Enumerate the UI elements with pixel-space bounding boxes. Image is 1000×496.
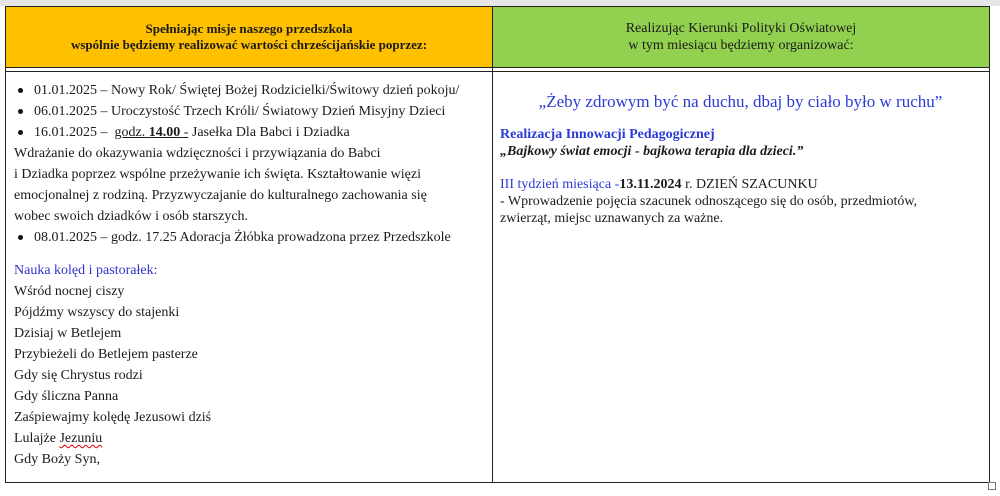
motto-text: „Żeby zdrowym być na duchu, dbaj by ciało było w ruchu” (538, 92, 943, 111)
innovation-subtitle: „Bajkowy świat emocji - bajkowa terapia dla dzieci.” (500, 144, 804, 159)
event-time: godz. 14.00 - (114, 125, 189, 140)
carol-item: Gdy Boży Syn, (14, 452, 100, 467)
carol-item: Gdy się Chrystus rodzi (14, 368, 143, 383)
events-cell (6, 72, 493, 483)
header-cell-policy (493, 7, 990, 68)
carol-item: Przybieżeli do Betlejem pasterze (14, 347, 198, 362)
header-policy-line2: w tym miesiącu będziemy organizować: (628, 38, 854, 53)
carol-item: Lulajże Jezuniu (14, 431, 103, 446)
carol-item: Zaśpiewajmy kolędę Jezusowi dziś (14, 410, 212, 425)
week-suffix: r. DZIEŃ SZACUNKU (685, 177, 818, 192)
carol-item: Wśród nocnej ciszy (14, 284, 125, 299)
event-description: Wdrażanie do okazywania wdzięczności i przywiązania do Babci i Dziadka poprzez wspólne przeżywanie ich święta. Kształtowanie więzi emocjonalnej z rodziną. Przyzwyczajanie do kulturalnego zachowania się wobec swoich dziadków i osób starszych. (14, 146, 427, 224)
carols-heading: Nauka kolęd i pastorałek: (14, 263, 158, 278)
header-mission-line1: Spełniając misje naszego przedszkola (145, 21, 353, 36)
events-list-continued (14, 227, 486, 248)
table-resize-handle[interactable] (988, 482, 996, 490)
week-line (500, 176, 981, 193)
header-cell-mission (6, 7, 493, 68)
event-item: 08.01.2025 – godz. 17.25 Adoracja Żłóbka prowadzona przez Przedszkole (34, 227, 486, 248)
carols-list (14, 281, 486, 470)
event-item: 01.01.2025 – Nowy Rok/ Świętej Bożej Rodzicielki/Świtowy dzień pokoju/ (34, 80, 486, 101)
month-plan-table (5, 6, 990, 483)
header-policy-line1: Realizując Kierunki Polityki Oświatowej (625, 21, 857, 36)
carol-item: Dzisiaj w Betlejem (14, 326, 122, 341)
event-date: 16.01.2025 – (34, 125, 108, 140)
event-item (34, 122, 486, 143)
event-title: Jasełka Dla Babci i Dziadka (191, 125, 350, 140)
innovation-title: Realizacja Innowacji Pedagogicznej (500, 127, 715, 142)
carol-item: Gdy śliczna Panna (14, 389, 119, 404)
event-item: 06.01.2025 – Uroczystość Trzech Króli/ Światowy Dzień Misyjny Dzieci (34, 101, 486, 122)
carol-item: Pójdźmy wszyscy do stajenki (14, 305, 180, 320)
spellcheck-word[interactable]: Jezuniu (59, 431, 103, 446)
header-mission-line2: wspólnie będziemy realizować wartości chrześcijańskie poprzez: (70, 37, 428, 52)
week-label: III tydzień miesiąca - (500, 177, 620, 192)
events-list (14, 80, 486, 143)
policy-cell (493, 72, 990, 483)
week-date: 13.11.2024 (619, 177, 682, 192)
week-description: - Wprowadzenie pojęcia szacunek odnoszącego się do osób, przedmiotów, zwierząt, miejsc uznawanych za ważne. (500, 194, 918, 226)
